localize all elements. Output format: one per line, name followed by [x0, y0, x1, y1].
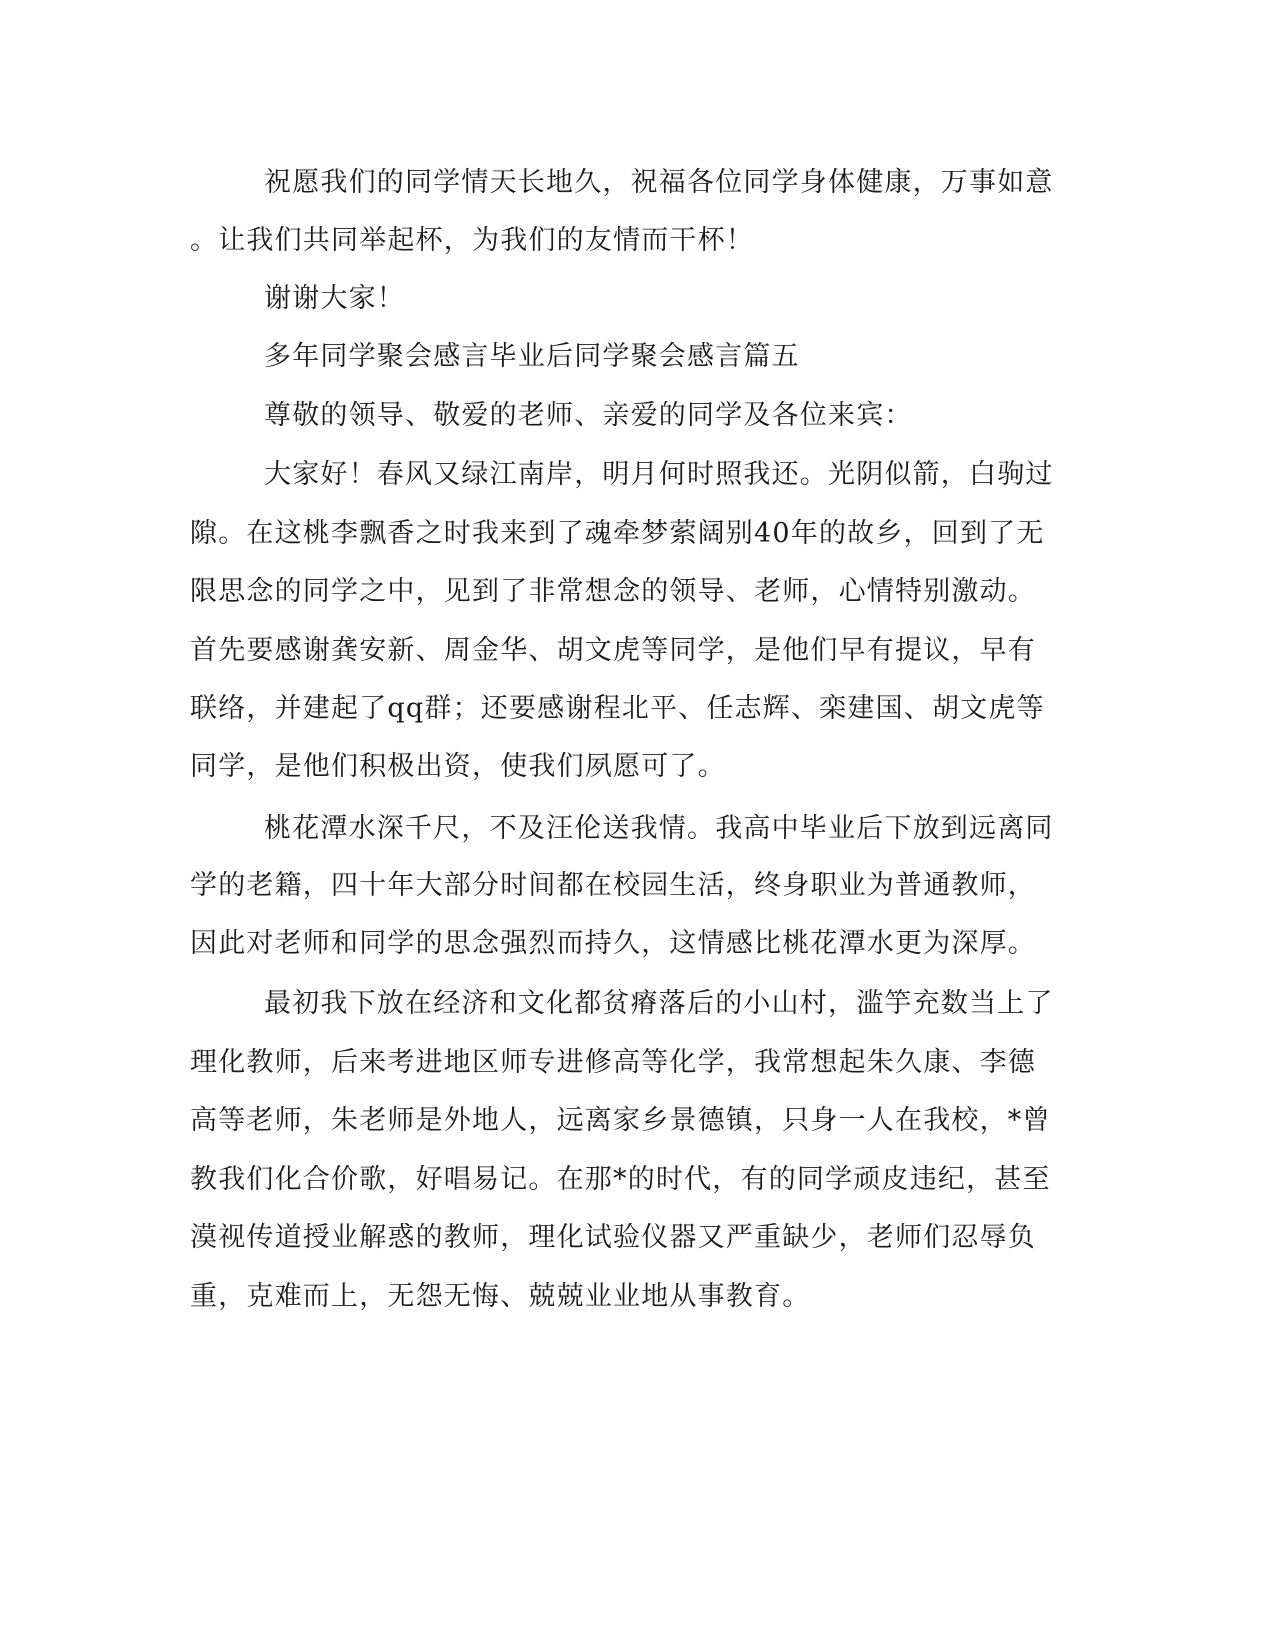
text-line: 桃花潭水深千尺，不及汪伦送我情。我高中毕业后下放到远离同	[264, 813, 1054, 844]
text-line: 祝愿我们的同学情天长地久，祝福各位同学身体健康，万事如意	[264, 167, 1054, 198]
text-line: 重，克难而上，无怨无悔、兢兢业业地从事教育。	[190, 1281, 811, 1312]
text-line: 大家好！春风又绿江南岸，明月何时照我还。光阴似箭，白驹过	[264, 459, 1054, 490]
text-line: 学的老籍，四十年大部分时间都在校园生活，终身职业为普通教师，	[190, 870, 1036, 901]
text-line: 最初我下放在经济和文化都贫瘠落后的小山村，滥竽充数当上了	[264, 988, 1054, 1019]
section-heading: 多年同学聚会感言毕业后同学聚会感言篇五	[264, 341, 800, 372]
text-line: 高等老师，朱老师是外地人，远离家乡景德镇，只身一人在我校，*曾	[190, 1105, 1051, 1136]
text-line: 漠视传道授业解惑的教师，理化试验仪器又严重缺少，老师们忍辱负	[190, 1222, 1036, 1253]
text-line: 联络，并建起了qq群；还要感谢程北平、任志辉、栾建国、胡文虎等	[190, 693, 1045, 724]
text-line: 谢谢大家！	[264, 283, 405, 314]
text-line: 教我们化合价歌，好唱易记。在那*的时代，有的同学顽皮违纪，甚至	[190, 1164, 1051, 1195]
text-line: 因此对老师和同学的思念强烈而持久，这情感比桃花潭水更为深厚。	[190, 928, 1036, 959]
text-line: 首先要感谢龚安新、周金华、胡文虎等同学，是他们早有提议，早有	[190, 635, 1036, 666]
text-line: 理化教师，后来考进地区师专进修高等化学，我常想起朱久康、李德	[190, 1047, 1036, 1078]
text-line: 同学，是他们积极出资，使我们夙愿可了。	[190, 751, 726, 782]
text-line: 限思念的同学之中，见到了非常想念的领导、老师，心情特别激动。	[190, 576, 1036, 607]
text-line: 。让我们共同举起杯，为我们的友情而干杯！	[190, 225, 754, 256]
text-line: 隙。在这桃李飘香之时我来到了魂牵梦萦阔别40年的故乡，回到了无	[190, 518, 1045, 549]
salutation: 尊敬的领导、敬爱的老师、亲爱的同学及各位来宾：	[264, 400, 913, 431]
